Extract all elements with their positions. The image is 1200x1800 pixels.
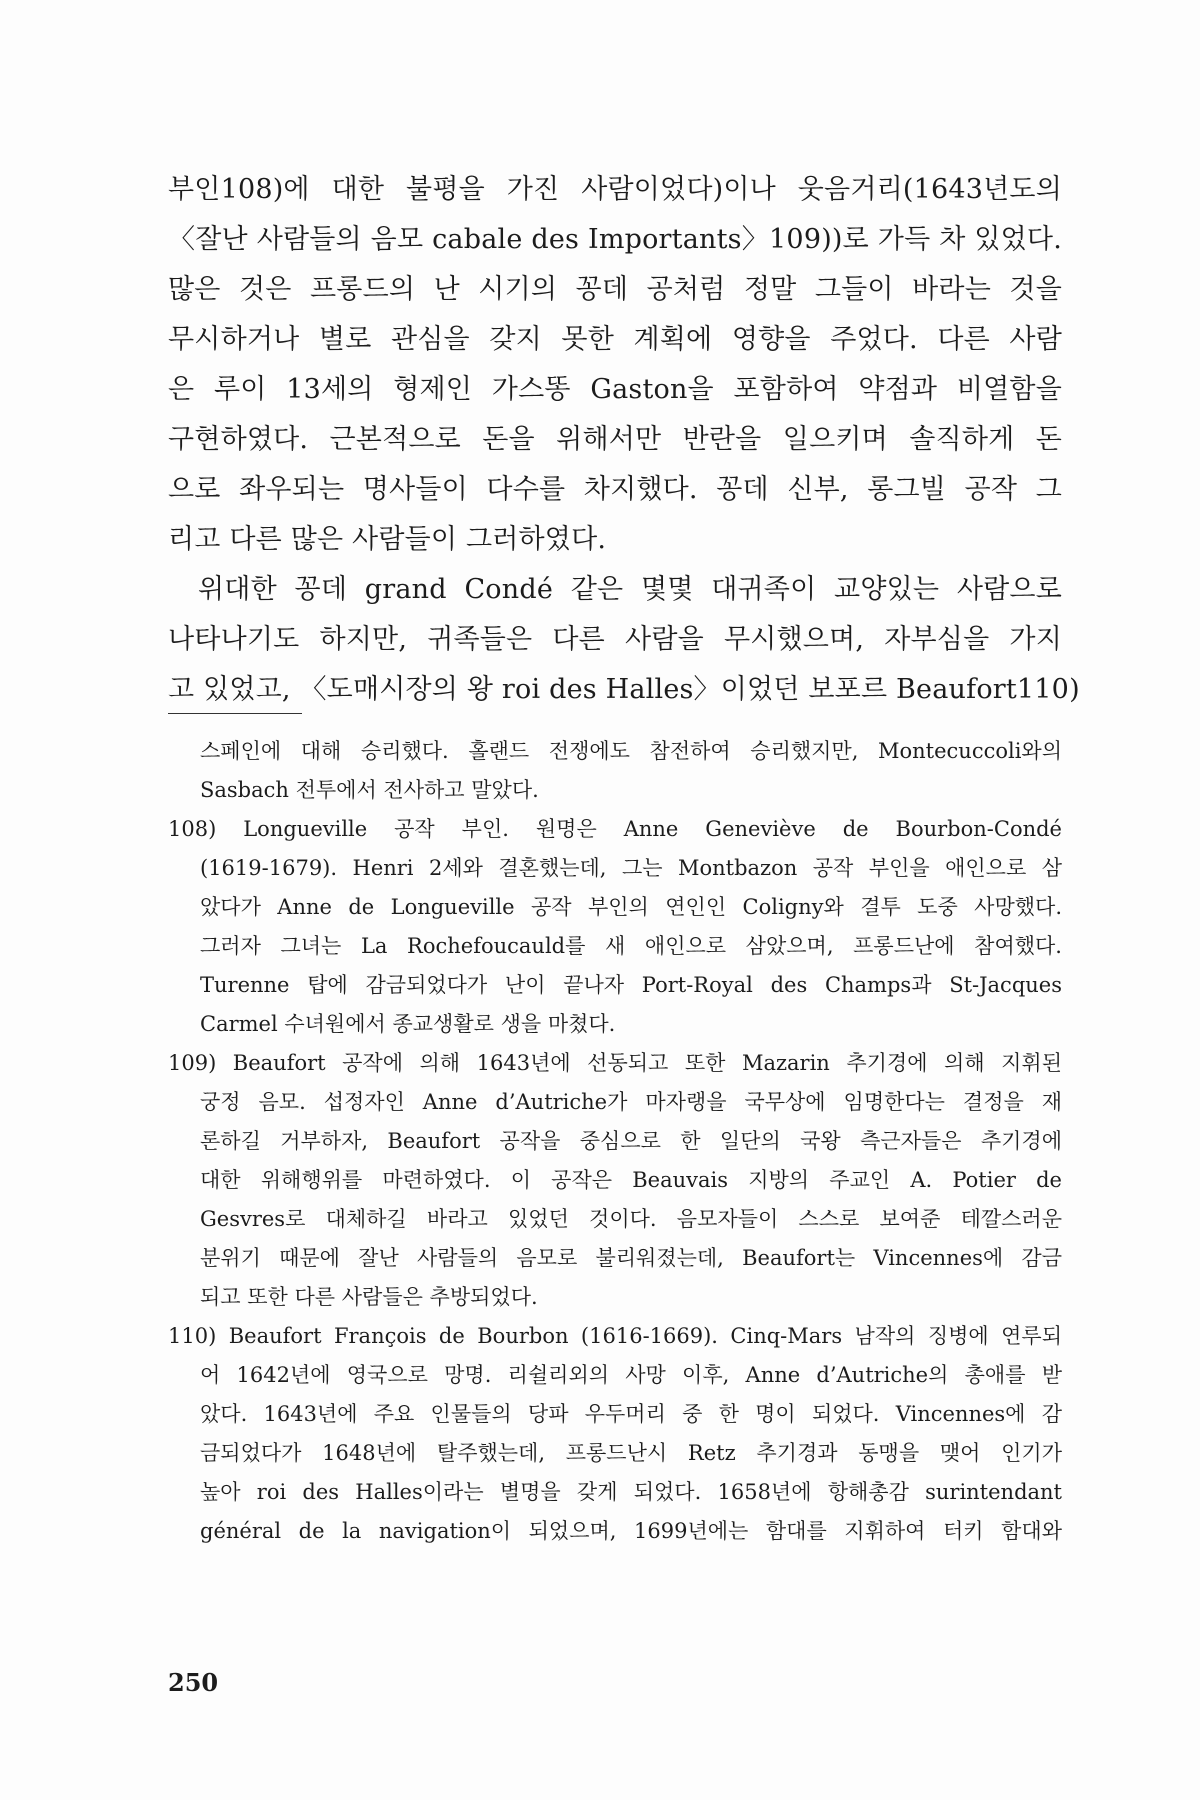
- footnote-divider: [168, 713, 302, 714]
- body-line: 무시하거나 별로 관심을 갖지 못한 계획에 영향을 주었다. 다른 사람: [168, 324, 1062, 355]
- page-number: 250: [168, 1668, 219, 1697]
- footnote-line: Sasbach 전투에서 전사하고 말았다.: [200, 778, 539, 802]
- footnote-108-line: 그러자 그녀는 La Rochefoucauld를 새 애인으로 삼았으며, 프롱드난에 참여했다.: [200, 934, 1062, 958]
- body-line: 으로 좌우되는 명사들이 다수를 차지했다. 꽁데 신부, 롱그빌 공작 그: [168, 474, 1062, 505]
- body-line: 부인108)에 대한 불평을 가진 사람이었다)이나 웃음거리(1643년도의: [168, 174, 1062, 205]
- footnote-110-line: 어 1642년에 영국으로 망명. 리쉴리외의 사망 이후, Anne d’Autriche의 총애를 받: [200, 1363, 1062, 1387]
- footnote-110-line: 높아 roi des Halles이라는 별명을 갖게 되었다. 1658년에 항해총감 surintendant: [200, 1480, 1062, 1504]
- footnote-108-line: 108) Longueville 공작 부인. 원명은 Anne Geneviève de Bourbon-Condé: [168, 817, 1062, 841]
- body-line: 고 있었고, 〈도매시장의 왕 roi des Halles〉이었던 보포르 Beaufort110): [168, 674, 1080, 705]
- body-line: 〈잘난 사람들의 음모 cabale des Importants〉109))로 가득 차 있었다.: [168, 224, 1062, 255]
- footnote-108-line: 았다가 Anne de Longueville 공작 부인의 연인인 Coligny와 결투 도중 사망했다.: [200, 895, 1062, 919]
- footnote-108-line: (1619-1679). Henri 2세와 결혼했는데, 그는 Montbazon 공작 부인을 애인으로 삼: [200, 856, 1062, 880]
- body-line: 구현하였다. 근본적으로 돈을 위해서만 반란을 일으키며 솔직하게 돈: [168, 424, 1062, 455]
- footnote-108-line: Carmel 수녀원에서 종교생활로 생을 마쳤다.: [200, 1012, 616, 1036]
- footnote-109-line: 분위기 때문에 잘난 사람들의 음모로 불리워졌는데, Beaufort는 Vincennes에 감금: [200, 1246, 1062, 1270]
- footnote-110-line: 110) Beaufort François de Bourbon (1616-1669). Cinq-Mars 남작의 징병에 연루되: [168, 1324, 1062, 1348]
- footnote-110-line: général de la navigation이 되었으며, 1699년에는 함대를 지휘하여 터키 함대와: [200, 1519, 1062, 1543]
- footnote-110-line: 금되었다가 1648년에 탈주했는데, 프롱드난시 Retz 추기경과 동맹을 맺어 인기가: [200, 1441, 1062, 1465]
- body-line: 리고 다른 많은 사람들이 그러하였다.: [168, 524, 607, 555]
- footnote-109-line: 되고 또한 다른 사람들은 추방되었다.: [200, 1285, 538, 1309]
- footnote-109-line: 궁정 음모. 섭정자인 Anne d’Autriche가 마자랭을 국무상에 임명한다는 결정을 재: [200, 1090, 1062, 1114]
- footnote-109-line: Gesvres로 대체하길 바라고 있었던 것이다. 음모자들이 스스로 보여준 테깔스러운: [200, 1207, 1062, 1231]
- footnote-line: 스페인에 대해 승리했다. 홀랜드 전쟁에도 참전하여 승리했지만, Montecuccoli와의: [200, 739, 1062, 763]
- footnotes: [168, 732, 1062, 1551]
- footnote-109-line: 대한 위해행위를 마련하였다. 이 공작은 Beauvais 지방의 주교인 A. Potier de: [200, 1168, 1062, 1192]
- footnote-110-line: 았다. 1643년에 주요 인물들의 당파 우두머리 중 한 명이 되었다. Vincennes에 감: [200, 1402, 1062, 1426]
- body-line: 은 루이 13세의 형제인 가스똥 Gaston을 포함하여 약점과 비열함을: [168, 374, 1062, 405]
- body-line: 위대한 꽁데 grand Condé 같은 몇몇 대귀족이 교양있는 사람으로: [198, 574, 1062, 605]
- body-line: 나타나기도 하지만, 귀족들은 다른 사람을 무시했으며, 자부심을 가지: [168, 624, 1062, 655]
- body-text: [168, 165, 1080, 715]
- footnote-109-line: 109) Beaufort 공작에 의해 1643년에 선동되고 또한 Mazarin 추기경에 의해 지휘된: [168, 1051, 1062, 1075]
- body-line: 많은 것은 프롱드의 난 시기의 꽁데 공처럼 정말 그들이 바라는 것을: [168, 274, 1062, 305]
- footnote-108-line: Turenne 탑에 감금되었다가 난이 끝나자 Port-Royal des Champs과 St-Jacques: [200, 973, 1062, 997]
- footnote-109-line: 론하길 거부하자, Beaufort 공작을 중심으로 한 일단의 국왕 측근자들은 추기경에: [200, 1129, 1062, 1153]
